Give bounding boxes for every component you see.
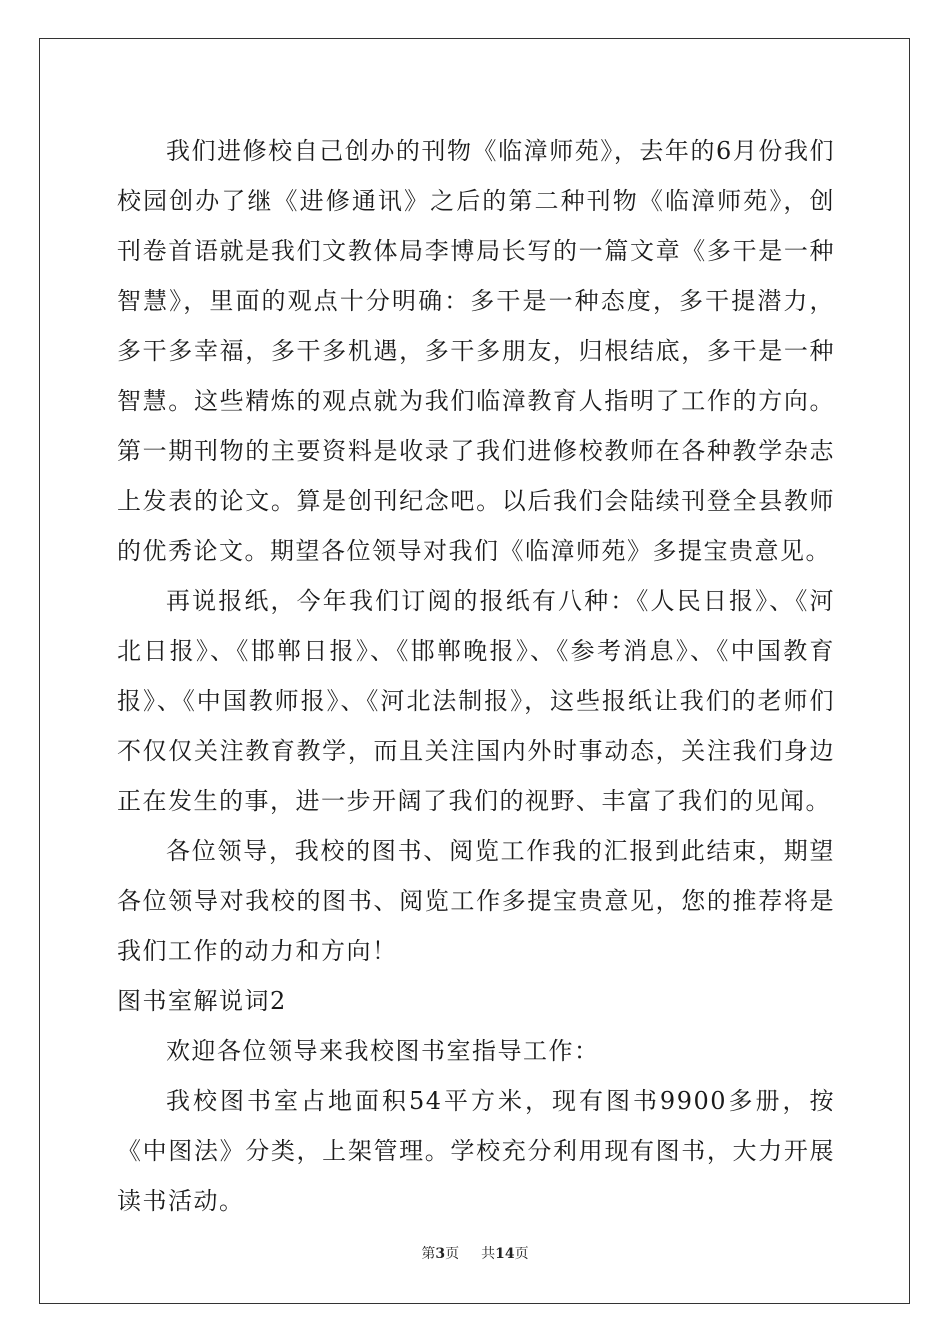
paragraph-welcome: 欢迎各位领导来我校图书室指导工作： [166, 1037, 600, 1065]
paragraph-newspapers: 再说报纸，今年我们订阅的报纸有八种：《人民日报》、《河北日报》、《邯郸日报》、《邯郸晚报》、《参考消息》、《中国教育报》、《中国教师报》、《河北法制报》，这些报纸让我们的老师们不仅仅关注教育教学，而且关注国内外时事动态，关注我们身边正在发生的事，进一步开阔了我们的视野、丰富了我们的见闻。 [117, 587, 835, 815]
footer-total-pages: 14 [495, 1246, 515, 1262]
paragraph-journal: 我们进修校自己创办的刊物《临漳师苑》，去年的6月份我们校园创办了继《进修通讯》之后的第二种刊物《临漳师苑》，创刊卷首语就是我们文教体局李博局长写的一篇文章《多干是一种智慧》，里面的观点十分明确：多干是一种态度，多干提潜力，多干多幸福，多干多机遇，多干多朋友，归根结底，多干是一种智慧。这些精炼的观点就为我们临漳教育人指明了工作的方向。第一期刊物的主要资料是收录了我们进修校教师在各种教学杂志上发表的论文。算是创刊纪念吧。以后我们会陆续刊登全县教师的优秀论文。期望各位领导对我们《临漳师苑》多提宝贵意见。 [117, 137, 835, 565]
footer-page-suffix: 页 [445, 1246, 460, 1262]
footer-total-prefix: 共 [481, 1246, 496, 1262]
page-footer [0, 1244, 950, 1264]
footer-page-number: 3 [435, 1246, 446, 1262]
footer-page-prefix: 第 [421, 1246, 436, 1262]
section-heading: 图书室解说词2 [117, 987, 287, 1015]
footer-total-suffix: 页 [514, 1246, 529, 1262]
paragraph-closing: 各位领导，我校的图书、阅览工作我的汇报到此结束，期望各位领导对我校的图书、阅览工作多提宝贵意见，您的推荐将是我们工作的动力和方向！ [117, 837, 835, 965]
paragraph-library-info: 我校图书室占地面积54平方米，现有图书9900多册，按《中图法》分类，上架管理。学校充分利用现有图书，大力开展读书活动。 [117, 1087, 835, 1215]
document-body [117, 126, 835, 1226]
